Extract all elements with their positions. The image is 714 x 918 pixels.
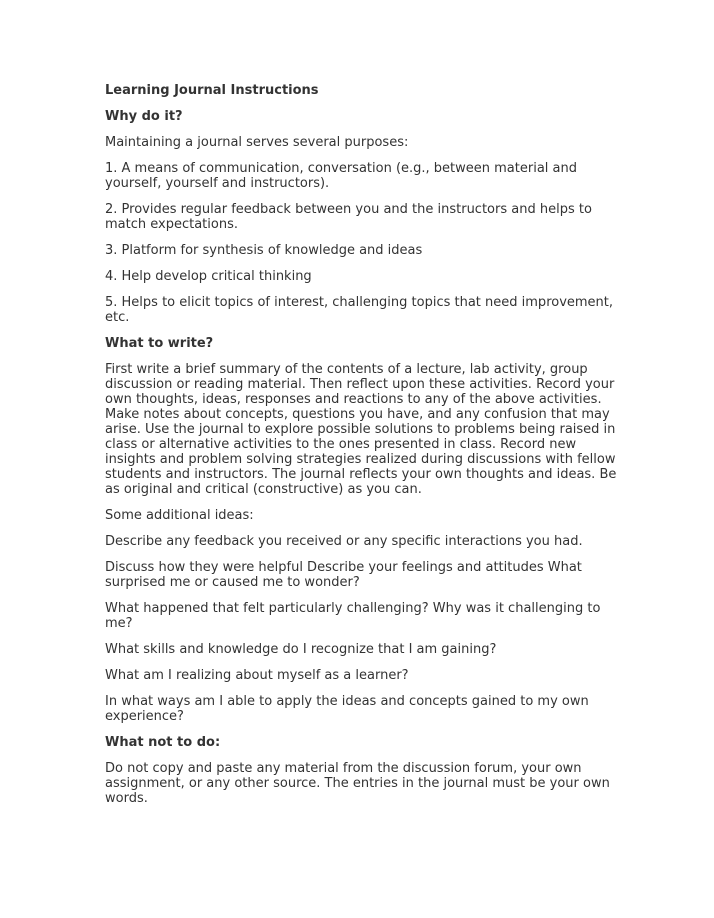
purpose-item-1: 1. A means of communication, conversation (e.g., between material and yourself, yourself and instructors). [105, 161, 577, 191]
document-page [105, 83, 617, 817]
idea-3: What happened that felt particularly challenging? Why was it challenging to me? [105, 601, 601, 631]
idea-2: Discuss how they were helpful Describe your feelings and attitudes What surprised me or caused me to wonder? [105, 560, 582, 590]
additional-ideas-intro: Some additional ideas: [105, 508, 254, 523]
idea-6: In what ways am I able to apply the ideas and concepts gained to my own experience? [105, 694, 589, 724]
idea-1: Describe any feedback you received or any specific interactions you had. [105, 534, 583, 549]
purpose-item-2: 2. Provides regular feedback between you and the instructors and helps to match expectations. [105, 202, 592, 232]
what-body: First write a brief summary of the contents of a lecture, lab activity, group discussion or reading material. Then reflect upon these activities. Record your own thoughts, ideas, responses and reactions to any of the above activities. Make notes about concepts, questions you have, and any confusion that may arise. Use the journal to explore possible solutions to problems being raised in class or alternative activities to the ones presented in class. Record new insights and problem solving strategies realized during discussions with fellow students and instructors. The journal reflects your own thoughts and ideas. Be as original and critical (constructive) as you can. [105, 362, 617, 497]
heading-what: What to write? [105, 336, 214, 351]
heading-not: What not to do: [105, 735, 221, 750]
heading-why: Why do it? [105, 109, 183, 124]
purpose-item-3: 3. Platform for synthesis of knowledge and ideas [105, 243, 423, 258]
purpose-item-4: 4. Help develop critical thinking [105, 269, 312, 284]
idea-4: What skills and knowledge do I recognize that I am gaining? [105, 642, 497, 657]
purpose-item-5: 5. Helps to elicit topics of interest, challenging topics that need improvement, etc. [105, 295, 614, 325]
not-body: Do not copy and paste any material from the discussion forum, your own assignment, or any other source. The entries in the journal must be your own words. [105, 761, 610, 806]
idea-5: What am I realizing about myself as a learner? [105, 668, 409, 683]
why-intro: Maintaining a journal serves several purposes: [105, 135, 409, 150]
document-title: Learning Journal Instructions [105, 83, 319, 98]
